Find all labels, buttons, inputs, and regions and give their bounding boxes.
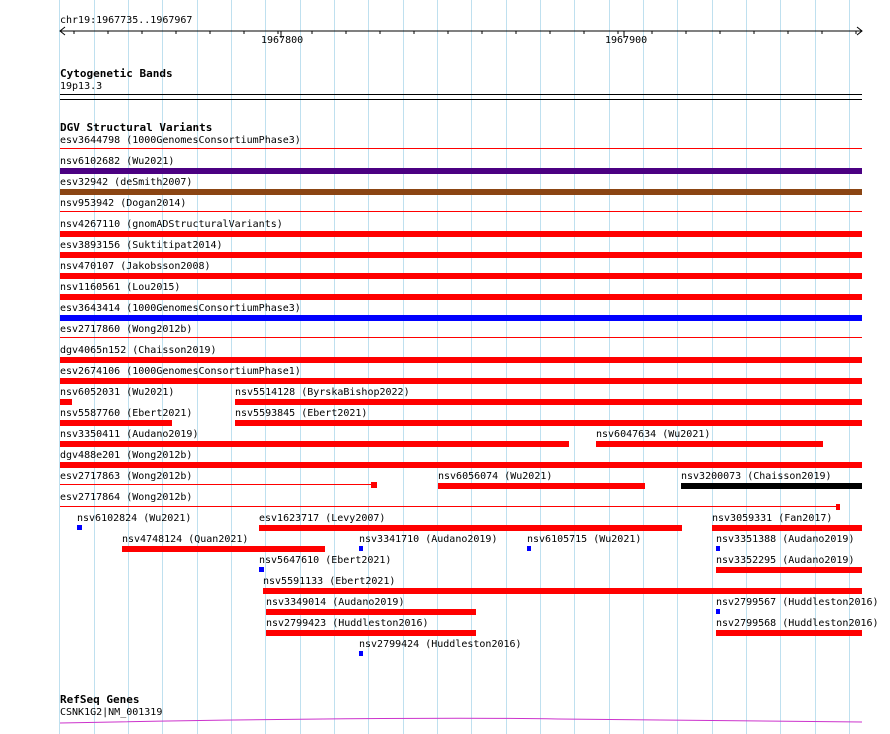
dgv-feature-label[interactable]: nsv5647610 (Ebert2021): [259, 555, 392, 566]
dgv-feature-bar[interactable]: [60, 168, 862, 174]
dgv-feature-bar[interactable]: [438, 483, 645, 489]
dgv-feature-bar[interactable]: [235, 420, 862, 426]
dgv-feature-bar[interactable]: [716, 567, 862, 573]
grid-line: [643, 0, 644, 734]
dgv-feature-bar[interactable]: [716, 630, 862, 636]
cytoband-label: 19p13.3: [60, 81, 103, 92]
dgv-feature-label[interactable]: esv1623717 (Levy2007): [259, 513, 386, 524]
dgv-feature-bar[interactable]: [681, 483, 862, 489]
dgv-feature-bar[interactable]: [60, 315, 862, 321]
ruler-tick-label-1967900: 1967900: [605, 35, 648, 46]
dgv-feature-bar[interactable]: [527, 546, 531, 551]
dgv-feature-bar[interactable]: [60, 273, 862, 279]
dgv-feature-label[interactable]: nsv6102824 (Wu2021): [77, 513, 192, 524]
dgv-feature-label[interactable]: nsv3352295 (Audano2019): [716, 555, 855, 566]
dgv-feature-label[interactable]: nsv3351388 (Audano2019): [716, 534, 855, 545]
position-label: chr19:1967735..1967967: [60, 15, 193, 26]
refseq-gene-model[interactable]: [58, 714, 864, 726]
dgv-feature-bar[interactable]: [60, 337, 862, 338]
grid-line: [437, 0, 438, 734]
grid-line: [471, 0, 472, 734]
dgv-feature-label[interactable]: nsv4748124 (Quan2021): [122, 534, 249, 545]
grid-line: [506, 0, 507, 734]
dgv-feature-bar[interactable]: [259, 567, 264, 572]
dgv-feature-label[interactable]: nsv6102682 (Wu2021): [60, 156, 175, 167]
dgv-feature-label[interactable]: nsv1160561 (Lou2015): [60, 282, 181, 293]
dgv-feature-bar[interactable]: [60, 211, 862, 212]
dgv-feature-label[interactable]: nsv5514128 (ByrskaBishop2022): [235, 387, 410, 398]
dgv-feature-bar[interactable]: [259, 525, 682, 531]
dgv-feature-label[interactable]: nsv5587760 (Ebert2021): [60, 408, 193, 419]
dgv-feature-label[interactable]: nsv2799424 (Huddleston2016): [359, 639, 522, 650]
dgv-feature-label[interactable]: nsv6056074 (Wu2021): [438, 471, 553, 482]
track-separator: [60, 99, 862, 100]
dgv-feature-endcap[interactable]: [836, 504, 840, 510]
ruler-tick-label-1967800: 1967800: [261, 35, 304, 46]
dgv-feature-bar[interactable]: [60, 420, 172, 426]
dgv-feature-bar[interactable]: [60, 294, 862, 300]
dgv-feature-bar[interactable]: [263, 588, 862, 594]
dgv-feature-bar[interactable]: [60, 484, 374, 485]
dgv-feature-label[interactable]: esv2674106 (1000GenomesConsortiumPhase1): [60, 366, 301, 377]
dgv-feature-bar[interactable]: [60, 462, 862, 468]
dgv-feature-label[interactable]: esv3644798 (1000GenomesConsortiumPhase3): [60, 135, 301, 146]
dgv-feature-endcap[interactable]: [371, 482, 377, 488]
dgv-feature-bar[interactable]: [716, 546, 720, 551]
dgv-track-title[interactable]: DGV Structural Variants: [60, 121, 213, 134]
dgv-feature-label[interactable]: dgv4065n152 (Chaisson2019): [60, 345, 217, 356]
dgv-feature-bar[interactable]: [359, 651, 363, 656]
dgv-feature-label[interactable]: esv2717863 (Wong2012b): [60, 471, 193, 482]
dgv-feature-bar[interactable]: [60, 399, 72, 405]
dgv-feature-label[interactable]: esv3893156 (Suktitipat2014): [60, 240, 223, 251]
dgv-feature-bar[interactable]: [235, 399, 862, 405]
dgv-feature-bar[interactable]: [60, 506, 836, 507]
dgv-feature-label[interactable]: nsv3200073 (Chaisson2019): [681, 471, 832, 482]
dgv-feature-label[interactable]: nsv6052031 (Wu2021): [60, 387, 175, 398]
dgv-feature-label[interactable]: esv2717864 (Wong2012b): [60, 492, 193, 503]
dgv-feature-bar[interactable]: [60, 252, 862, 258]
dgv-feature-label[interactable]: esv32942 (deSmith2007): [60, 177, 193, 188]
dgv-feature-label[interactable]: nsv4267110 (gnomADStructuralVariants): [60, 219, 283, 230]
grid-line: [677, 0, 678, 734]
dgv-feature-bar[interactable]: [60, 148, 862, 149]
grid-line: [609, 0, 610, 734]
dgv-feature-label[interactable]: nsv3341710 (Audano2019): [359, 534, 498, 545]
dgv-feature-bar[interactable]: [359, 546, 363, 551]
dgv-feature-label[interactable]: nsv470107 (Jakobsson2008): [60, 261, 211, 272]
refseq-track-title[interactable]: RefSeq Genes: [60, 693, 140, 706]
dgv-feature-bar[interactable]: [60, 378, 862, 384]
dgv-feature-label[interactable]: esv3643414 (1000GenomesConsortiumPhase3): [60, 303, 301, 314]
cytoband-track-title[interactable]: Cytogenetic Bands: [60, 67, 173, 80]
dgv-feature-bar[interactable]: [266, 630, 476, 636]
dgv-feature-bar[interactable]: [77, 525, 82, 530]
dgv-feature-label[interactable]: nsv5593845 (Ebert2021): [235, 408, 368, 419]
dgv-feature-label[interactable]: nsv953942 (Dogan2014): [60, 198, 187, 209]
dgv-feature-label[interactable]: nsv3059331 (Fan2017): [712, 513, 833, 524]
grid-line: [712, 0, 713, 734]
dgv-feature-label[interactable]: nsv2799567 (Huddleston2016): [716, 597, 879, 608]
dgv-feature-bar[interactable]: [716, 609, 720, 614]
refseq-gene-label[interactable]: CSNK1G2|NM_001319: [60, 707, 163, 718]
dgv-feature-label[interactable]: nsv6047634 (Wu2021): [596, 429, 711, 440]
dgv-feature-label[interactable]: nsv2799568 (Huddleston2016): [716, 618, 879, 629]
dgv-feature-label[interactable]: nsv3350411 (Audano2019): [60, 429, 199, 440]
ruler-axis[interactable]: [58, 26, 866, 46]
dgv-feature-bar[interactable]: [60, 441, 569, 447]
dgv-feature-bar[interactable]: [60, 189, 862, 195]
dgv-feature-label[interactable]: nsv3349014 (Audano2019): [266, 597, 405, 608]
grid-line: [574, 0, 575, 734]
grid-line: [540, 0, 541, 734]
dgv-feature-bar[interactable]: [596, 441, 823, 447]
dgv-feature-label[interactable]: nsv2799423 (Huddleston2016): [266, 618, 429, 629]
dgv-feature-bar[interactable]: [60, 231, 862, 237]
dgv-feature-label[interactable]: nsv5591133 (Ebert2021): [263, 576, 396, 587]
dgv-feature-label[interactable]: esv2717860 (Wong2012b): [60, 324, 193, 335]
dgv-feature-label[interactable]: nsv6105715 (Wu2021): [527, 534, 642, 545]
dgv-feature-label[interactable]: dgv488e201 (Wong2012b): [60, 450, 193, 461]
dgv-feature-bar[interactable]: [266, 609, 476, 615]
dgv-feature-bar[interactable]: [122, 546, 325, 552]
cytoband-bar[interactable]: [60, 94, 862, 95]
dgv-feature-bar[interactable]: [60, 357, 862, 363]
dgv-feature-bar[interactable]: [712, 525, 862, 531]
